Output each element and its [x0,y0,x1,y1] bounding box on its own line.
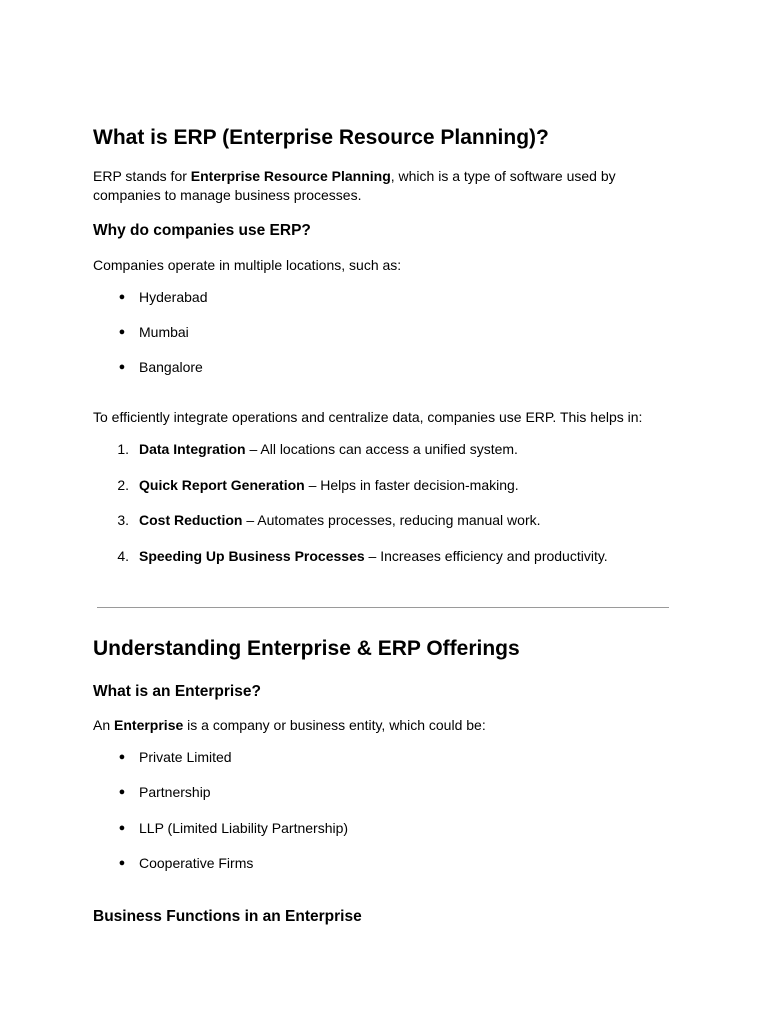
bullet-icon: ● [118,786,126,798]
section-title-enterprise: Understanding Enterprise & ERP Offerings [93,637,520,660]
why-erp-heading: Why do companies use ERP? [93,222,311,239]
item-bold-label: Cost Reduction [139,512,243,528]
bullet-icon: ● [118,857,126,869]
item-number: 3. [117,512,129,528]
list-item-text: Hyderabad [139,289,208,305]
list-item-text: Cooperative Firms [139,855,254,871]
list-item-text: Private Limited [139,749,232,765]
section-divider [97,607,669,608]
item-bold-label: Speeding Up Business Processes [139,548,365,564]
enterprise-text-start: An [93,717,115,733]
bullet-icon: ● [118,326,126,338]
item-bold-label: Quick Report Generation [139,477,305,493]
locations-intro: Companies operate in multiple locations, such as: [93,257,402,273]
bullet-icon: ● [118,361,126,373]
list-item-text: Bangalore [139,359,203,375]
item-description: – Automates processes, reducing manual work. [242,512,541,528]
intro-text-start: ERP stands for [93,168,191,184]
what-is-enterprise-heading: What is an Enterprise? [93,683,261,700]
benefits-intro: To efficiently integrate operations and centralize data, companies use ERP. This helps in: [93,409,643,425]
list-item-text: Partnership [139,784,211,800]
bullet-icon: ● [118,291,126,303]
item-bold-label: Data Integration [139,441,246,457]
bullet-icon: ● [118,822,126,834]
business-functions-heading: Business Functions in an Enterprise [93,908,362,925]
bullet-icon: ● [118,751,126,763]
enterprise-intro [93,716,486,735]
item-description: – All locations can access a unified system. [245,441,518,457]
item-description: – Increases efficiency and productivity. [364,548,608,564]
item-number: 2. [117,477,129,493]
erp-intro-paragraph [93,167,653,204]
intro-bold-term: Enterprise Resource Planning [190,168,391,184]
enterprise-bold-term: Enterprise [114,717,184,733]
item-number: 1. [117,441,129,457]
intro-text-end: , which is a type of software used by companies to manage business processes. [93,168,616,203]
enterprise-text-end: is a company or business entity, which could be: [183,717,486,733]
list-item-text: Mumbai [139,324,189,340]
item-number: 4. [117,548,129,564]
list-item-text: LLP (Limited Liability Partnership) [139,820,349,836]
section-title-erp: What is ERP (Enterprise Resource Planning)? [93,126,549,149]
item-description: – Helps in faster decision-making. [304,477,519,493]
